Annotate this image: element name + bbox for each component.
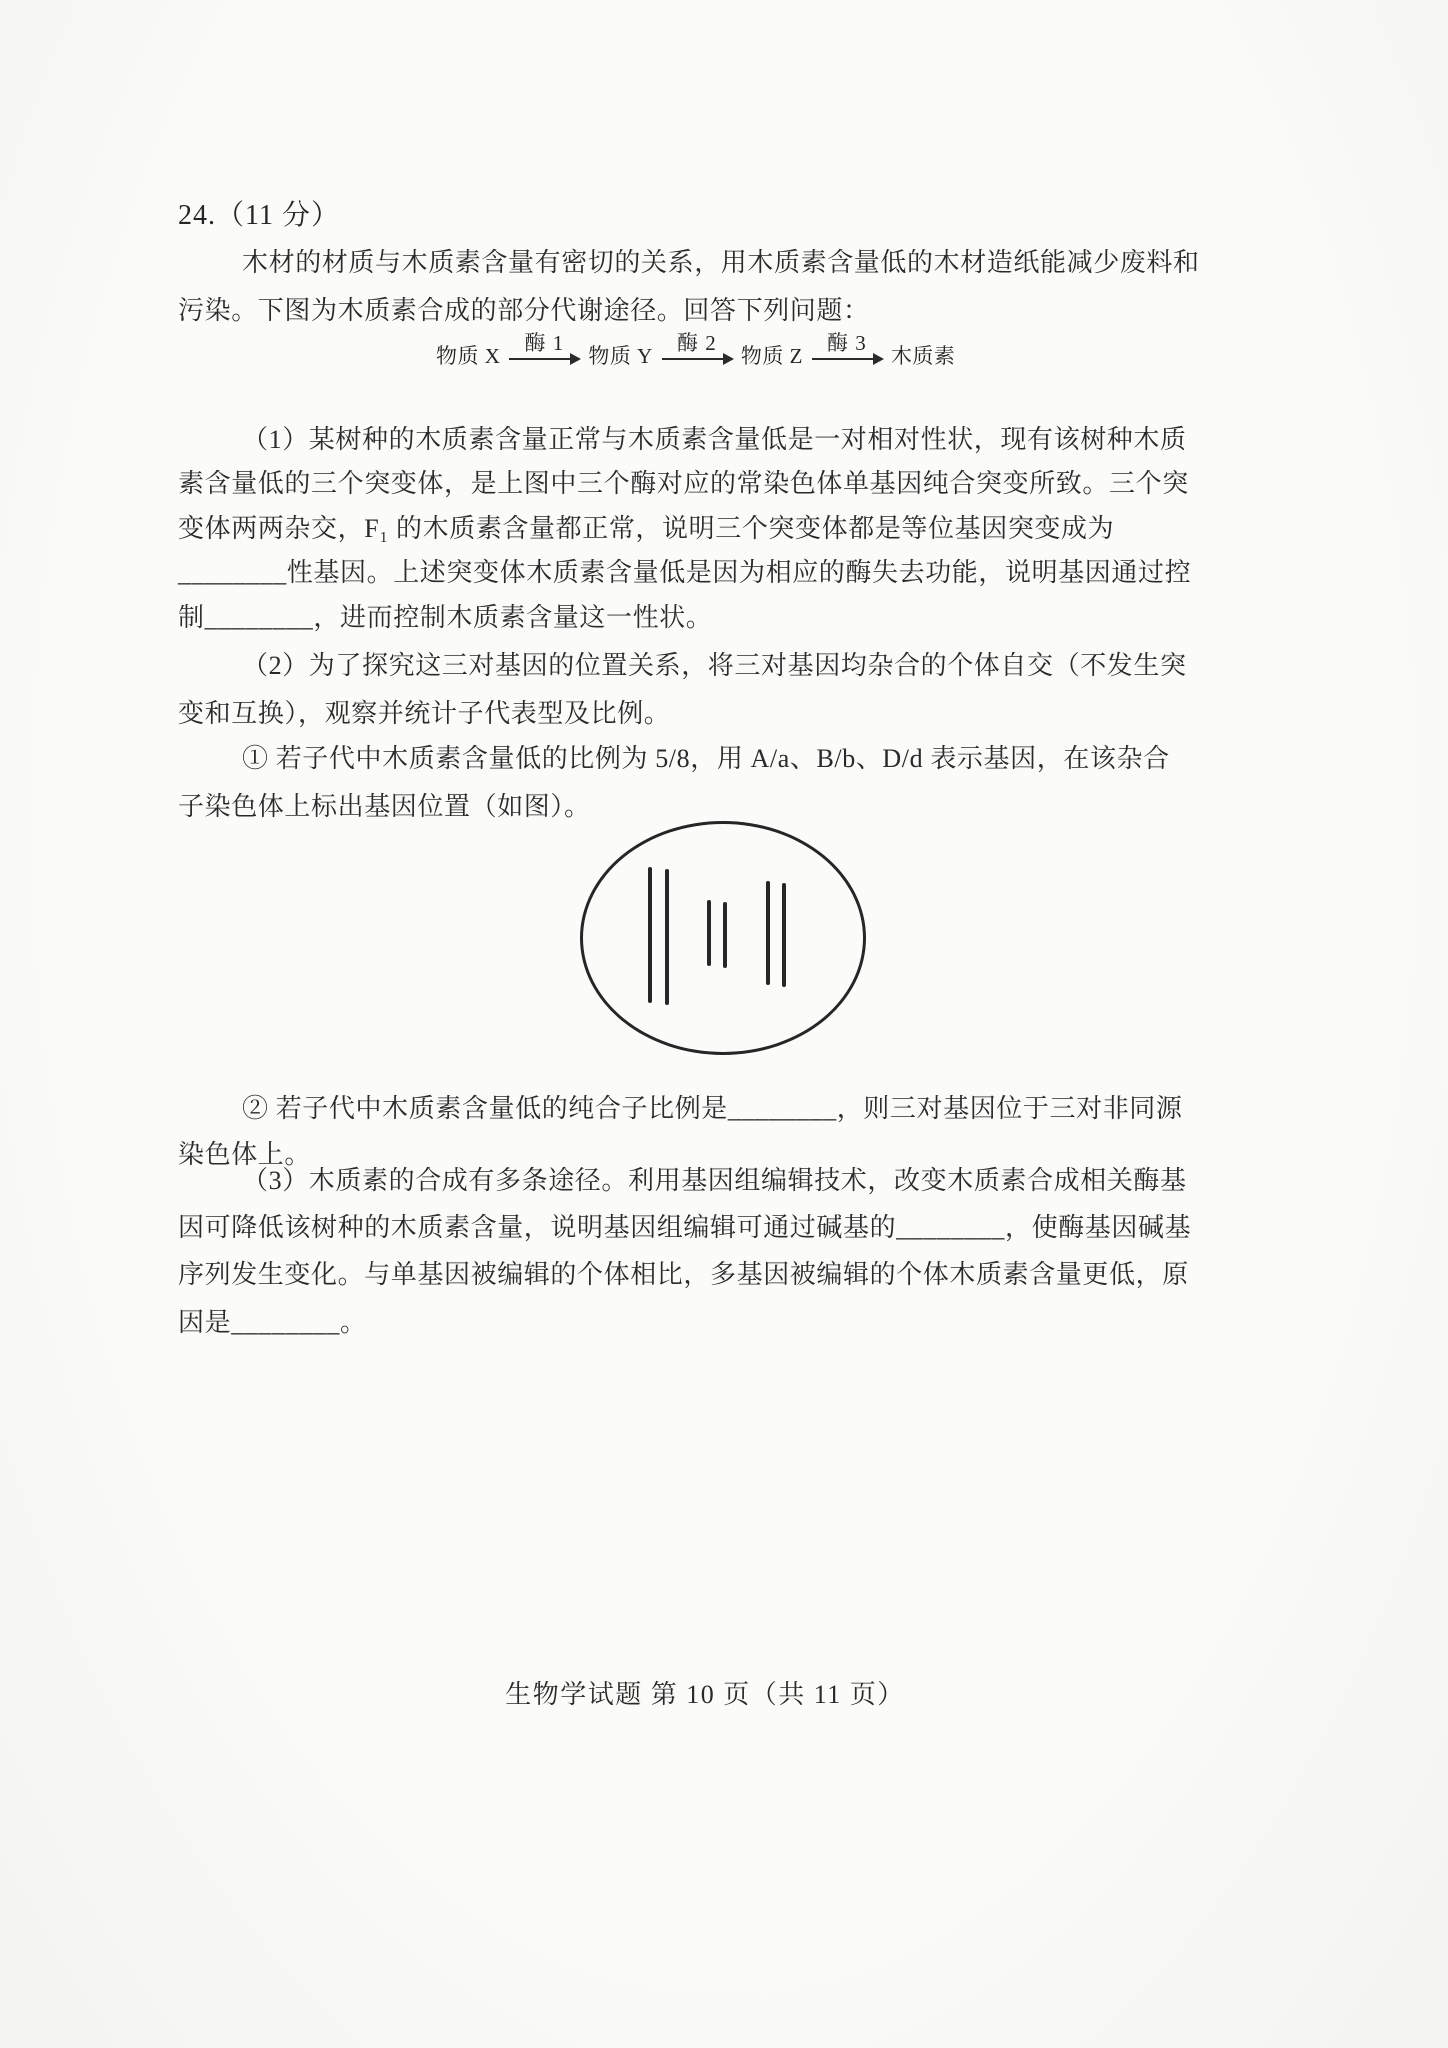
enzyme-1-label: 酶 1 [524,331,565,355]
part3-line-2-with-blank: 因可降低该树种的木质素含量，说明基因组编辑可通过碱基的________，使酶基因碱基 [178,1213,1192,1242]
pathway-node-substance-z: 物质 Z [740,343,803,368]
part2-line-2: 变和互换），观察并统计子代表型及比例。 [178,699,671,728]
part2-item1-line-1: ① 若子代中木质素含量低的比例为 5/8，用 A/a、B/b、D/d 表示基因，在该杂合 [242,744,1170,773]
chromosome-line [707,900,711,966]
question-number: 24.（11 分） [178,200,340,231]
part3-line-4-with-blank: 因是________。 [178,1308,367,1337]
chromosome-line [766,881,770,985]
part3-line-1: （3）木质素的合成有多条途径。利用基因组编辑技术，改变木质素合成相关酶基 [242,1166,1187,1195]
arrow-right-icon [662,358,724,360]
enzyme-2-label: 酶 2 [676,331,717,355]
chromosome-line [648,867,652,1003]
intro-line-1: 木材的材质与木质素含量有密切的关系，用木质素含量低的木材造纸能减少废料和 [242,248,1200,277]
part1-line-5-with-blank: 制________，进而控制木质素含量这一性状。 [178,603,713,632]
part1-line-1: （1）某树种的木质素含量正常与木质素含量低是一对相对性状，现有该树种木质 [242,425,1187,454]
part1-line-3: 变体两两杂交，F₁ 的木质素含量都正常，说明三个突变体都是等位基因突变成为 [178,514,1115,543]
arrow-right-icon [812,358,874,360]
part2-item2-line-2: 染色体上。 [178,1140,312,1169]
enzyme-3-label: 酶 3 [827,331,867,355]
part2-item2-line-1-with-blank: ② 若子代中木质素含量低的纯合子比例是________，则三对基因位于三对非同源 [242,1094,1183,1123]
page-footer: 生物学试题 第 10 页（共 11 页） [505,1680,905,1709]
pathway-arrow-1 [507,332,581,370]
metabolic-pathway-diagram [436,332,955,370]
part1-line-4-with-blank: ________性基因。上述突变体木质素含量低是因为相应的酶失去功能，说明基因通过控 [178,558,1192,587]
chromosome-line [665,869,669,1005]
pathway-arrow-3 [810,332,884,370]
cell-diagram [580,821,866,1055]
pathway-node-substance-y: 物质 Y [588,343,653,368]
pathway-arrow-2 [660,332,734,370]
part2-item1-line-2: 子染色体上标出基因位置（如图）。 [178,792,591,821]
chromosome-line [723,902,727,968]
chromosome-line [782,883,786,987]
pathway-node-substance-x: 物质 X [436,343,501,368]
pathway-node-lignin: 木质素 [890,343,956,368]
intro-line-2: 污染。下图为木质素合成的部分代谢途径。回答下列问题： [178,296,870,325]
arrow-right-icon [509,358,571,360]
part3-line-3: 序列发生变化。与单基因被编辑的个体相比，多基因被编辑的个体木质素含量更低，原 [178,1260,1189,1289]
part2-line-1: （2）为了探究这三对基因的位置关系，将三对基因均杂合的个体自交（不发生突 [242,651,1187,680]
part1-line-2: 素含量低的三个突变体，是上图中三个酶对应的常染色体单基因纯合突变所致。三个突 [178,469,1189,498]
